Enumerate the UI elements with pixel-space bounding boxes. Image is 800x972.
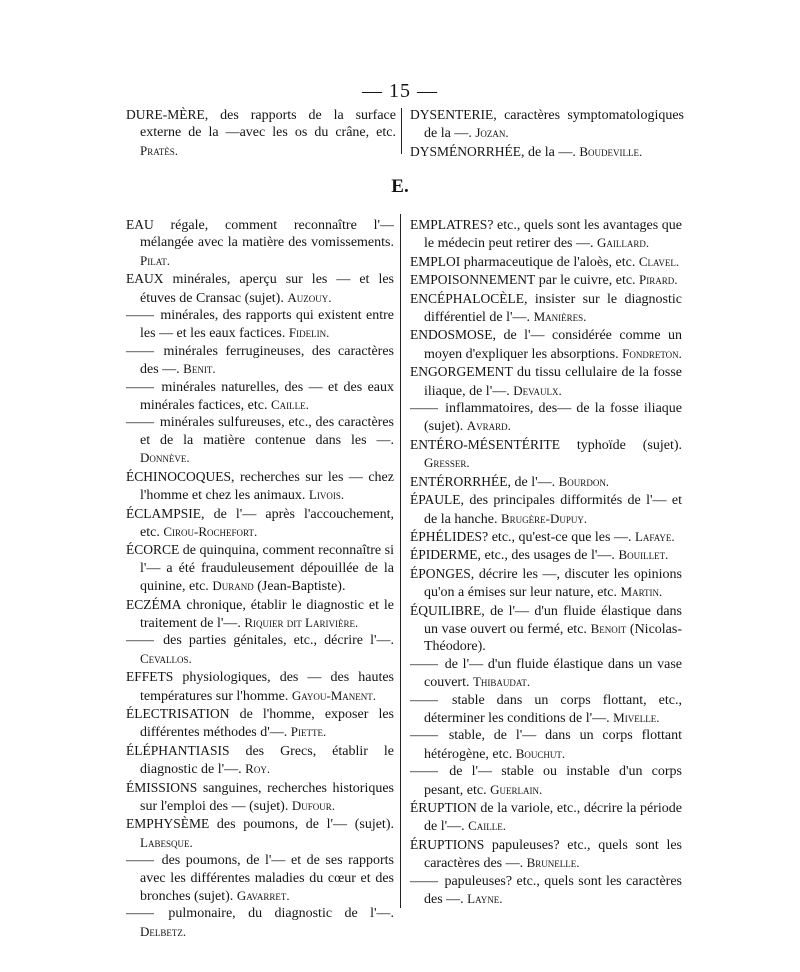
index-entry (126, 468, 394, 505)
entry-author: Jozan. (475, 125, 509, 141)
index-entry (410, 290, 682, 327)
entry-text: minérales, des rapports qui existent entre les — et les eaux factices. (140, 308, 394, 342)
entry-term: ENGORGEMENT (410, 364, 513, 380)
index-entry (410, 363, 682, 400)
entry-tail: (Jean-Baptiste). (253, 579, 346, 595)
top-continuation (126, 106, 684, 160)
entry-term: EMPOISONNEMENT (410, 272, 536, 288)
index-entry (126, 307, 394, 343)
index-entry (126, 414, 394, 467)
entry-text: des poumons, de l'— (sujet). (209, 817, 394, 833)
entry-author: Layne. (467, 891, 503, 907)
entry-text: de l'— stable ou instable d'un corps pesant, etc. (424, 764, 682, 798)
index-entry (126, 705, 394, 742)
index-entry (126, 742, 394, 779)
entry-term: EAUX (126, 271, 164, 287)
index-entry (410, 727, 682, 763)
entry-text: papuleuses? etc., quels sont les caractères des —. (424, 837, 682, 872)
index-entry (410, 143, 684, 161)
ditto-dash: —— (126, 379, 154, 395)
entry-text: de la variole, etc., décrire la période de l'—. (424, 801, 682, 835)
entry-author: Donnève. (140, 450, 190, 466)
entry-term: ENCÉPHALOCÈLE (410, 290, 524, 306)
ditto-dash: —— (410, 401, 438, 417)
entry-author: Delbetz. (140, 923, 187, 939)
entry-text: , etc., des usages de l'—. (477, 548, 619, 564)
index-entry (126, 668, 394, 705)
entry-author: Pilat. (140, 252, 170, 268)
entry-author: Roy. (245, 761, 271, 777)
entry-author: Gaillard. (596, 235, 650, 251)
entry-author: Thibaudat. (472, 674, 531, 690)
entry-author: Benit. (183, 361, 216, 377)
entry-text: , de l'— considérée comme un moyen d'expliquer les absorptions. (424, 328, 682, 362)
index-entry (126, 815, 394, 852)
entry-term: ÉLECTRISATION (126, 705, 230, 721)
index-entry (126, 779, 394, 816)
index-entry (410, 656, 682, 692)
entry-author: Gayou-Manent. (291, 687, 377, 703)
entry-term: ENTÉRO-MÉSENTÉRITE (410, 436, 560, 452)
entry-text: minérales sulfureuses, etc., des caractères et de la matière contenue dans les —. (140, 415, 394, 448)
entry-term: EFFETS (126, 669, 174, 685)
entry-text: par le cuivre, etc. (535, 273, 640, 289)
ditto-dash: —— (410, 764, 438, 780)
entry-text: , recherches sur les — chez l'homme et chez les animaux. (140, 469, 394, 504)
entry-term: DYSMÉNORRHÉE (410, 143, 522, 159)
index-entry (410, 216, 682, 253)
entry-term: ÉQUILIBRE (410, 602, 482, 618)
index-entry (126, 270, 394, 307)
entry-term: EAU (126, 217, 154, 232)
index-entry (410, 565, 682, 602)
entry-author: Livois. (308, 487, 345, 503)
entry-author: Guerlain. (490, 781, 543, 797)
index-entry (410, 106, 684, 143)
entry-term: DYSENTERIE (410, 107, 494, 122)
entry-author: Fondreton. (622, 345, 682, 361)
entry-term: ÉCHINOCOQUES (126, 468, 232, 484)
index-entry (410, 602, 682, 656)
top-left-column (126, 106, 396, 160)
entry-text: pulmonaire, du diagnostic de l'—. (156, 906, 394, 922)
entry-term: ÉRUPTIONS (410, 836, 485, 852)
entry-text: de quinquina, comment reconnaître si l'— a été frauduleusement dépouillée de la quinine, etc. (140, 543, 394, 595)
ditto-dash: —— (126, 906, 154, 922)
index-entry (410, 400, 682, 436)
entry-text: sanguines, recherches historiques sur l'emploi des — (sujet). (140, 780, 394, 814)
ditto-dash: —— (410, 728, 438, 744)
entry-author: Gresser. (424, 455, 470, 471)
index-entry (126, 541, 394, 595)
ditto-dash: —— (410, 873, 438, 889)
entry-author: Caille. (468, 818, 507, 834)
entry-term: DURE-MÈRE (126, 107, 205, 122)
index-entry (410, 326, 682, 363)
entry-text: , insister sur le diagnostic différentiel de l'—. (424, 291, 682, 326)
entry-author: Pratès. (140, 142, 178, 158)
entry-text: de l'homme, exposer les différentes méthodes d'—. (140, 706, 394, 741)
index-entry (410, 436, 682, 473)
entry-text: typhoïde (sujet). (559, 437, 682, 453)
entry-author: Riquier dit Larivière. (244, 614, 359, 630)
entry-author: Cevallos. (140, 650, 192, 666)
entry-term: ENTÉRORRHÉE (410, 473, 508, 489)
entry-term: ÉPAULE (410, 492, 461, 508)
entry-author: Pirard. (639, 272, 678, 288)
entry-author: Piette. (290, 724, 327, 740)
entry-term: ÉPONGES (410, 565, 471, 581)
entry-author: Gavarret. (236, 888, 290, 904)
entry-author: Benoit (590, 620, 627, 636)
entry-text: ? etc., quels sont les avantages que le médecin peut retirer des —. (424, 218, 682, 252)
entry-author: Cirou-Rochefort. (163, 523, 258, 539)
entry-author: Labesque. (140, 834, 193, 850)
index-entry (126, 216, 394, 270)
entry-author: Martin. (620, 584, 663, 600)
entry-text: de l'— d'un fluide élastique dans un vase couvert. (424, 656, 682, 691)
index-entry (126, 905, 394, 941)
entry-author: Lafaye. (634, 528, 675, 544)
entry-text: papuleuses? etc., quels sont les caractères des —. (424, 873, 682, 908)
index-entry (410, 253, 682, 271)
index-entry (410, 491, 682, 528)
entry-text: , de la —. (521, 144, 580, 160)
index-entry (410, 692, 682, 728)
entry-text: minérales ferrugineuses, des caractères des —. (140, 343, 394, 378)
entry-text: stable dans un corps flottant, etc., déterminer les conditions de l'—. (424, 692, 682, 726)
entry-author: Bouillet. (618, 547, 669, 563)
column-divider-top (401, 108, 402, 154)
ditto-dash: —— (410, 692, 438, 708)
entry-term: EMPHYSÈME (126, 816, 210, 832)
index-entry (126, 106, 396, 160)
entry-term: EMPLOI (410, 253, 461, 269)
entry-author: Boudeville. (579, 143, 643, 159)
entry-text: des Grecs, établir le diagnostic de l'—. (140, 743, 394, 778)
entry-author: Durand (212, 578, 254, 594)
ditto-dash: —— (126, 853, 154, 869)
entry-author: Devaulx. (513, 382, 562, 398)
ditto-dash: —— (126, 633, 154, 649)
left-column (126, 216, 394, 941)
index-entry (410, 836, 682, 873)
index-entry (126, 632, 394, 668)
section-letter: E. (391, 176, 409, 197)
index-entry (410, 546, 682, 564)
index-entry (126, 852, 394, 905)
entry-author: Manières. (533, 309, 587, 325)
ditto-dash: —— (410, 656, 438, 672)
entry-text: pharmaceutique de l'aloès, etc. (460, 254, 639, 270)
index-entry (410, 528, 682, 546)
index-entry (126, 596, 394, 633)
entry-author: Brunelle. (526, 855, 580, 871)
index-entry (410, 799, 682, 836)
entry-tail: (Nicolas-Théodore). (424, 621, 683, 655)
entry-term: ÉCLAMPSIE (126, 505, 202, 521)
index-entry (410, 763, 682, 799)
page-number: — 15 — (362, 80, 438, 102)
entry-author: Clavel. (638, 253, 680, 269)
entry-text: , de l'— d'un fluide élastique dans un vase ouvert ou fermé, etc. (424, 603, 682, 637)
index-entry (126, 505, 394, 542)
entry-term: ÉMISSIONS (126, 779, 198, 795)
entry-term: ÉCORCE (126, 542, 180, 558)
entry-text: stable, de l'— dans un corps flottant hétérogène, etc. (424, 728, 682, 762)
entry-term: ÉLÉPHANTIASIS (126, 742, 230, 758)
ditto-dash: —— (126, 308, 154, 324)
entry-term: ENDOSMOSE (410, 327, 493, 343)
entry-text: inflammatoires, des— de la fosse iliaque (sujet). (424, 401, 682, 435)
entry-text: des parties génitales, etc., décrire l'—. (156, 633, 394, 649)
entry-author: Bouchut. (515, 745, 566, 761)
entry-text: minérales, aperçu sur les — et les étuves de Cransac (sujet). (140, 272, 394, 306)
entry-text: , des principales difformités de l'— et de la hanche. (424, 493, 682, 527)
entry-author: Brugère-Dupuy. (500, 510, 588, 526)
entry-text: minérales naturelles, des — et des eaux minérales factices, etc. (140, 379, 394, 414)
entry-text: , caractères symptomatologiques de la —. (424, 108, 684, 142)
entry-term: ÉPIDERME (410, 547, 478, 563)
ditto-dash: —— (126, 415, 154, 431)
entry-text: des poumons, de l'— et de ses rapports avec les différentes maladies du cœur et des bronches (sujet). (140, 853, 394, 905)
index-entry (126, 379, 394, 415)
entry-term: ECZÉMA (126, 596, 182, 612)
entry-term: ÉPHÉLIDES (410, 528, 482, 544)
entry-author: Fidelin. (288, 325, 330, 341)
index-entry (126, 343, 394, 379)
entry-author: Avrard. (466, 418, 511, 434)
entry-text: du tissu cellulaire de la fosse iliaque, de l'—. (424, 365, 682, 399)
entry-author: Mivelle. (613, 709, 660, 725)
entry-term: EMPLATRES (410, 217, 488, 232)
entry-term: ÉRUPTION (410, 800, 477, 815)
index-entry (410, 873, 682, 909)
entry-text: , décrire les —, discuter les opinions qu'on a émises sur leur nature, etc. (424, 566, 682, 601)
index-entry (410, 473, 682, 491)
column-divider (400, 214, 401, 908)
entry-text: régale, comment reconnaître l'— mélangée avec la matière des vomissements. (140, 218, 394, 251)
entry-author: Auzouy. (287, 289, 332, 305)
entry-text: ? etc., qu'est-ce que les —. (482, 529, 635, 545)
entry-text: , des rapports de la surface externe de la —avec les os du crâne, etc. (140, 108, 396, 141)
entry-author: Dufour. (291, 798, 335, 813)
ditto-dash: —— (126, 343, 154, 359)
entry-text: physiologiques, des — des hautes températures sur l'homme. (140, 670, 394, 704)
entry-author: Bourdon. (558, 473, 610, 489)
entry-text: , de l'—. (507, 474, 559, 490)
entry-text: , de l'— après l'accouchement, etc. (140, 506, 394, 540)
top-right-column (410, 106, 684, 161)
index-entry (410, 271, 682, 289)
right-column (410, 216, 682, 908)
entry-text: chronique, établir le diagnostic et le traitement de l'—. (140, 597, 394, 631)
entry-author: Caille. (270, 397, 309, 413)
